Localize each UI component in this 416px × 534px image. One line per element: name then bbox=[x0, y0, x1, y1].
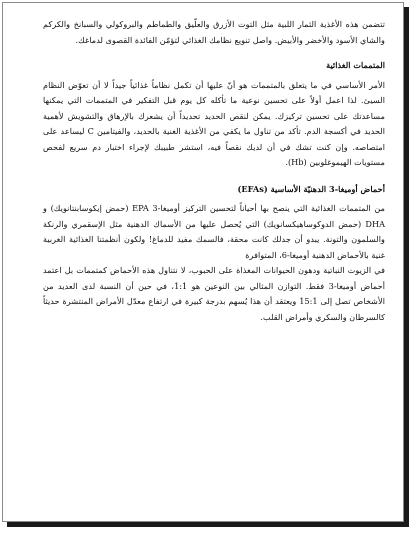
paragraph-omega6: في الزيوت النباتية ودهون الحيوانات المغذاة على الحبوب، لا نتناول هذه الأحماض كمتممات بل اعتمد أحماض أوميغا-3 فقط. التوازن المثالي بين النوعين هو 1:1، في حين أن النسبة لدى العديد من الأشخاص تصل إلى 15:1 ويعتقد أن هذا يُسهم بدرجة كبيرة في ارتفاع معدّل الأمراض المنتشرة حديثاً كالسرطان والسكري وأمراض القلب. bbox=[43, 265, 385, 322]
document-page bbox=[2, 2, 404, 522]
page-text-column bbox=[43, 3, 385, 325]
paragraph-intro: تتضمن هذه الأغذية الثمار اللبية مثل التوت الأزرق والعلّيق والطماطم والبروكولي والسبانخ والكركم والشاي الأسود والأخضر والأبيض. واصل تنويع نظامك الغذائي لتؤمّن الفائدة القصوى لدماغك. bbox=[43, 19, 385, 45]
heading-efas: أحماض أوميغا-3 الدهنيّة الأساسية (EFAs) bbox=[237, 183, 385, 194]
paragraph-supplements: الأمر الأساسي في ما يتعلق بالمتممات هو أنّ عليها أن تكمل نظاماً غذائياً جيداً لا أن تعوّض النظام السيئ. لذا اعمل أولاً على تحسين نوعية ما تأكله كل يوم قبل التفكير في المتممات التي يمكنها مساعدتك على تحسين تركيزك. يمكن لنقص الحديد تحديداً أن يشعرك بالإرهاق والتشويش لأهمية الحديد في أكسجة الدم. تأكد من تناول ما يكفي من الأغذية الغنية بالحديد، والفيتامين C ليساعد على امتصاصه. وإن كنت تشك في أن لديك نقصاً فيه، استشر طبيبك لإجراء اختبار دم سريع لفحص مستويات الهيموغلوبين (Hb). bbox=[43, 79, 385, 167]
paragraph-efas: من المتممات الغذائية التي ينصح بها أحياناً لتحسين التركيز أوميغا-3 EPA (حمض إيكوسابنتانويك) و DHA (حمض الدوكوساهيكسانويك) التي يُحصل عليها من الأسماك الدهنية مثل الإسقمري والرنكة والسلمون والتونة. يبدو أن جدلك كانت محقة، فالسمك مفيد للدماغ! ولكون أنظمتنا الغذائية الغربية غنية بالأحماض الدهنية أوميغا-6، المتوافرة bbox=[43, 203, 385, 260]
heading-supplements: المتممات الغذائية bbox=[326, 60, 385, 70]
